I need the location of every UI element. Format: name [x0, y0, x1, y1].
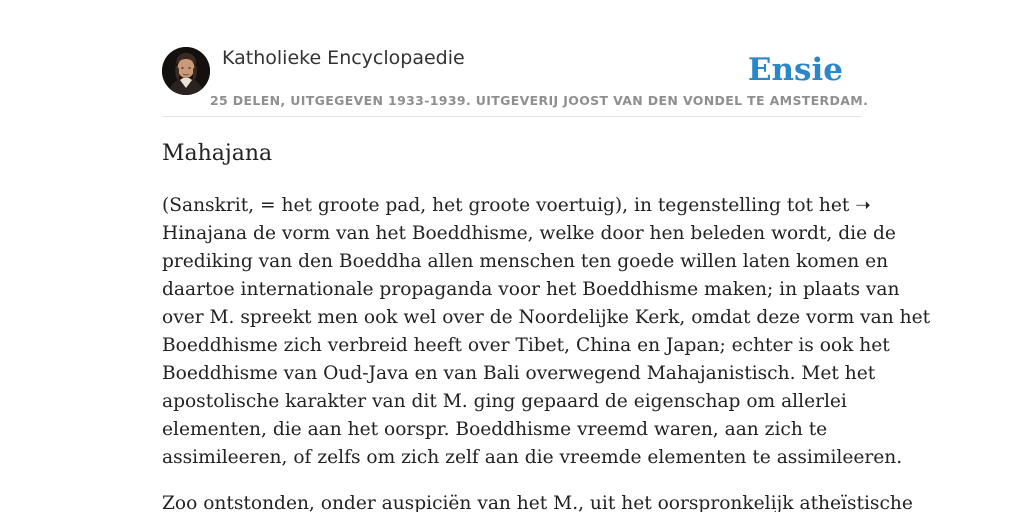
- paragraph-line-1-text: (Sanskrit, = het groote pad, het groote voertuig), in tegenstelling tot het: [162, 195, 850, 216]
- cross-reference-arrow-icon[interactable]: ➝: [855, 195, 871, 216]
- paragraph-line-8: apostolische karakter van dit M. ging gepaard de eigenschap om allerlei: [162, 391, 847, 412]
- paragraph-line-2: Hinajana de vorm van het Boeddhisme, welke door hen beleden wordt, die de: [162, 223, 896, 244]
- article-paragraph-1: [162, 192, 931, 472]
- brand-logo[interactable]: Ensie: [747, 52, 843, 88]
- paragraph-line-1: [162, 192, 871, 220]
- paragraph-line-4: daartoe internationale propaganda voor het Boeddhisme maken; in plaats van: [162, 279, 900, 300]
- paragraph-line-10: assimileeren, of zelfs om zich zelf aan die vreemde elementen te assimileeren.: [162, 447, 903, 468]
- source-subtitle: 25 DELEN, UITGEGEVEN 1933-1939. UITGEVERIJ JOOST VAN DEN VONDEL TE AMSTERDAM.: [210, 93, 869, 108]
- paragraph-line-9: elementen, die aan het oorspr. Boeddhisme vreemd waren, aan zich te: [162, 419, 828, 440]
- paragraph-line-5: over M. spreekt men ook wel over de Noordelijke Kerk, omdat deze vorm van het: [162, 307, 931, 328]
- source-header: [162, 46, 869, 117]
- paragraph-line-3: prediking van den Boeddha allen menschen ten goede willen laten komen en: [162, 251, 889, 272]
- paragraph-line-6: Boeddhisme zich verbreid heeft over Tibet, China en Japan; echter is ook het: [162, 335, 890, 356]
- article-paragraph-2: [162, 490, 913, 512]
- article: [162, 138, 931, 512]
- source-title[interactable]: Katholieke Encyclopaedie: [222, 47, 465, 69]
- portrait-avatar-icon[interactable]: [162, 47, 210, 95]
- paragraph-line-7: Boeddhisme van Oud-Java en van Bali overwegend Mahajanistisch. Met het: [162, 363, 876, 384]
- paragraph-2-line-1: Zoo ontstonden, onder auspiciën van het M., uit het oorspronkelijk atheïstische: [162, 493, 913, 512]
- article-title: Mahajana: [162, 141, 273, 166]
- portrait-avatar-graphic: [162, 47, 210, 95]
